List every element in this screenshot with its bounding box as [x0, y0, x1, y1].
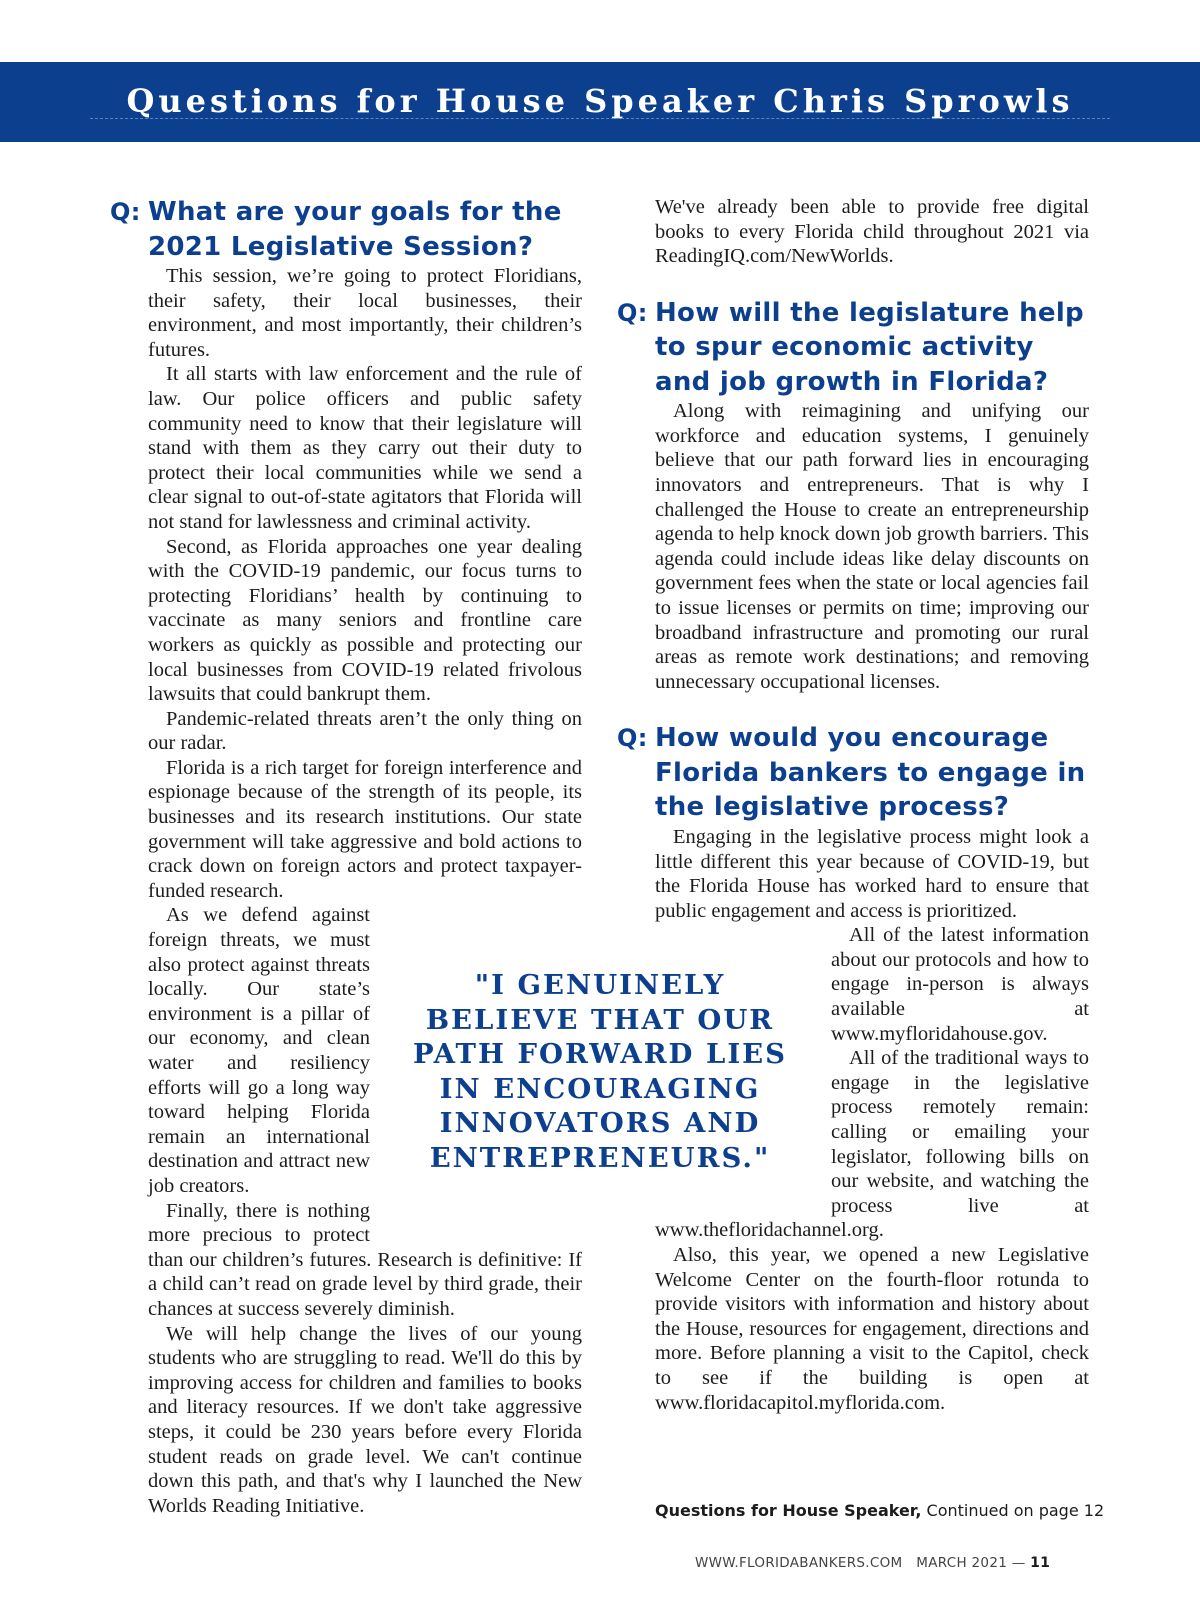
paragraph: Also, this year, we opened a new Legislative Welcome Center on the fourth-floor rotunda to provide visitors with information and history about the House, resources for engagement, directions and more. Before planning a visit to the Capitol, check to see if the building is open at www.floridacapitol.myflorida.com. — [655, 1244, 1089, 1414]
paragraph: As we defend against foreign threats, we must also protect against threats locally. Our state’s environment is a pillar of our economy, and clean water and resiliency efforts will go a long way toward helping Florida remain an international destination and attract new job creators. — [148, 904, 370, 1197]
wrap-spacer — [655, 923, 831, 1211]
question-2-heading — [617, 296, 1089, 400]
header-banner — [0, 62, 1200, 142]
footer-site: WWW.FLORIDABANKERS.COM — [695, 1555, 903, 1571]
paragraph: Pandemic-related threats aren’t the only thing on our radar. — [148, 707, 582, 755]
continued-note — [655, 1501, 1104, 1520]
paragraph: Along with reimagining and unifying our workforce and education systems, I genuinely believe that our path forward lies in encouraging innovators and entrepreneurs. That is why I challenged the House to create an entrepreneurship agenda to help knock down job growth barriers. This agenda could include ideas like delay discounts on government fees when the state or local agencies fail to issue licenses or permits on time; improving our broadband infrastructure and promoting our rural areas as remote work destinations; and removing unnecessary occupational licenses. — [655, 400, 1090, 693]
paragraph: All of the latest information about our protocols and how to engage in-person is always available at www.myfloridahouse.gov. — [831, 924, 1089, 1045]
pull-quote: "I GENUINELY BELIEVE THAT OUR PATH FORWARD LIES IN ENCOURAGING INNOVATORS AND ENTREPRENEURS." — [412, 969, 788, 1174]
paragraph: This session, we’re going to protect Floridians, their safety, their local businesses, their environment, and most importantly, their children’s futures. — [148, 265, 582, 361]
paragraph: Florida is a rich target for foreign interference and espionage because of the strength of its people, its businesses and its research institutions. Our state government will take aggressive and bold actions to crack down on foreign actors and protect taxpayer-funded research. — [148, 756, 582, 902]
continued-text: Continued on page 12 — [926, 1501, 1105, 1520]
answer-3-body — [617, 825, 1089, 1415]
paragraph: We will help change the lives of our young students who are struggling to read. We'll do this by improving access for children and families to books and literacy resources. If we don't take aggressive steps, it could be 230 years before every Florida student reads on grade level. We can't continue down this path, and that's why I launched the New Worlds Reading Initiative. — [148, 1322, 582, 1517]
question-mark-label: Q: — [110, 198, 141, 226]
footer-issue: MARCH 2021 — [916, 1555, 1008, 1571]
paragraph: We've already been able to provide free digital books to every Florida child throughout 2021 via ReadingIQ.com/NewWorlds. — [655, 196, 1089, 268]
paragraph: Finally, there is nothing more precious to protect than our children’s futures. Research is definitive: If a child can’t read on grade level by third grade, their chances at success severely diminish. — [148, 1199, 582, 1320]
right-column — [617, 195, 1089, 1415]
footer-dash: — — [1011, 1555, 1026, 1571]
paragraph: All of the traditional ways to engage in the legislative process remotely remain: calling or emailing your legislator, following bills on our website, and watching the process live at www.thefloridachannel.org. — [655, 1047, 1089, 1242]
paragraph: It all starts with law enforcement and the rule of law. Our police officers and public safety community need to know that their legislature will stand with them as they carry out their duty to protect their local communities while we send a clear signal to out-of-state agitators that Florida will not stand for lawlessness and criminal activity. — [148, 363, 582, 533]
question-3-heading — [617, 721, 1089, 825]
continued-label: Questions for House Speaker, — [655, 1501, 922, 1520]
banner-divider — [90, 118, 1110, 119]
question-3-text: How would you encourage Florida bankers to engage in the legislative process? — [655, 723, 1086, 823]
paragraph: Second, as Florida approaches one year dealing with the COVID-19 pandemic, our focus turns to protecting Floridians’ health by continuing to vaccinate as many seniors and frontline care workers as quickly as possible and protecting our local businesses from COVID-19 related frivolous lawsuits that could bankrupt them. — [148, 535, 582, 706]
paragraph: Engaging in the legislative process might look a little different this year because of COVID-19, but the Florida House has worked hard to ensure that public engagement and access is prioritized. — [655, 825, 1089, 922]
question-1-text: What are your goals for the 2021 Legislative Session? — [148, 197, 562, 262]
answer-1-body — [110, 264, 582, 1518]
page-number: 11 — [1030, 1555, 1051, 1571]
continuation-block — [617, 195, 1089, 269]
answer-2-body — [617, 399, 1089, 694]
page-footer — [695, 1555, 1050, 1571]
question-mark-label: Q: — [617, 298, 648, 327]
question-2-text: How will the legislature help to spur economic activity and job growth in Florida? — [655, 297, 1084, 397]
page-title: Questions for House Speaker Chris Sprowls — [126, 82, 1074, 120]
question-1-heading — [110, 195, 582, 264]
left-column — [110, 195, 582, 1518]
question-mark-label: Q: — [617, 724, 648, 753]
